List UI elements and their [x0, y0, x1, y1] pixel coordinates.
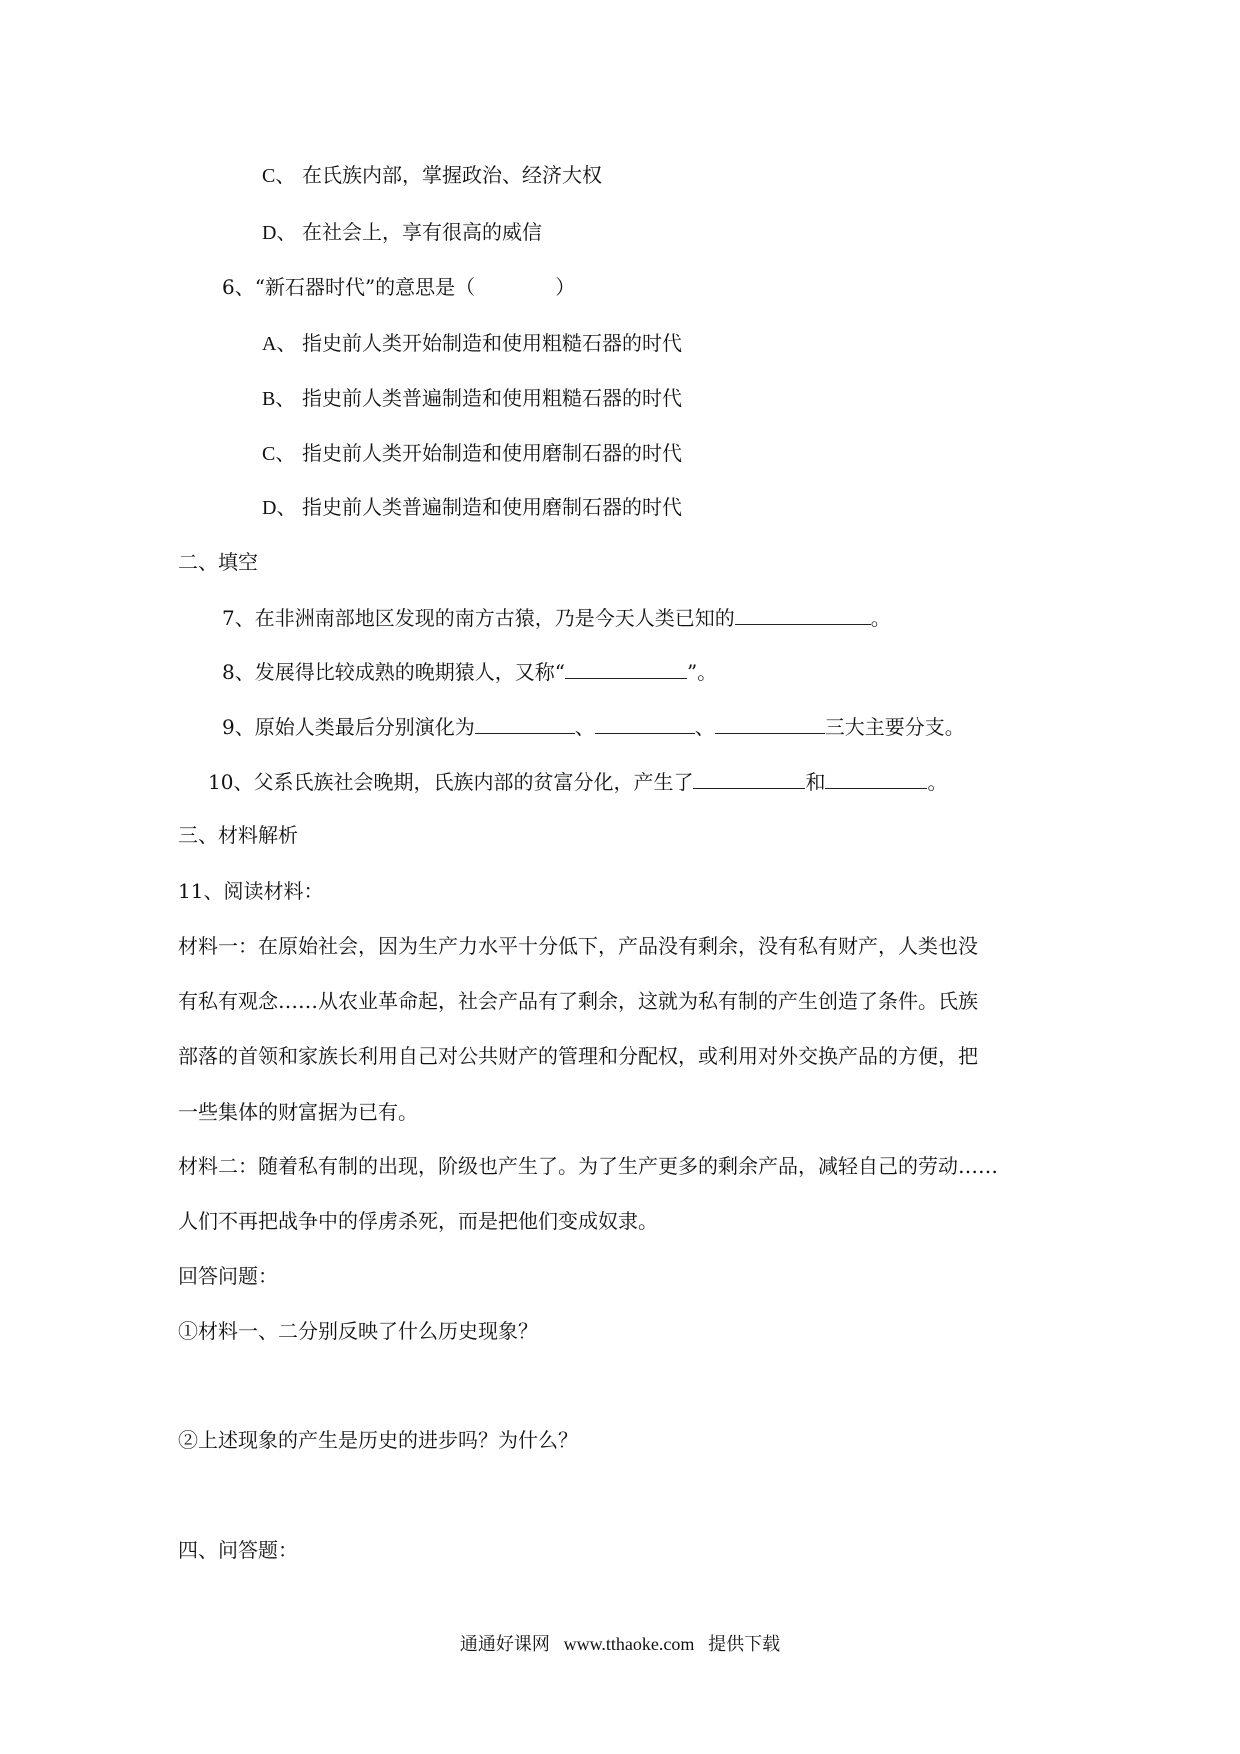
- option-text: 在社会上，享有很高的威信: [302, 220, 542, 244]
- q5-option-d: [262, 217, 542, 248]
- footer-suffix: 提供下载: [708, 1634, 781, 1655]
- q8-end: ”。: [686, 660, 718, 684]
- material1-line: 材料一：在原始社会，因为生产力水平十分低下，产品没有剩余，没有私有财产，人类也没: [178, 934, 978, 958]
- q9-sep-2: 、: [694, 715, 715, 739]
- q10-blank-2: [825, 766, 927, 789]
- q6-option-d: [262, 492, 682, 523]
- option-text: 指史前人类开始制造和使用磨制石器的时代: [302, 441, 682, 465]
- q9-blank-3: [715, 711, 825, 734]
- section-heading-essay: 四、问答题：: [178, 1538, 298, 1562]
- material1-line: 部落的首领和家族长利用自己对公共财产的管理和分配权，或利用对外交换产品的方便，把: [178, 1044, 978, 1068]
- material1-line: 一些集体的财富据为已有。: [178, 1100, 418, 1124]
- q6-option-a: [262, 328, 682, 359]
- q9: [222, 711, 965, 742]
- q9-blank-2: [595, 711, 695, 734]
- q7: [222, 602, 891, 633]
- option-text: 指史前人类普遍制造和使用粗糙石器的时代: [302, 386, 682, 410]
- option-letter: D、: [262, 497, 297, 519]
- answer-label: 回答问题：: [178, 1264, 278, 1288]
- option-text: 指史前人类普遍制造和使用磨制石器的时代: [302, 495, 682, 519]
- q10: [208, 766, 947, 797]
- option-text: 在氏族内部，掌握政治、经济大权: [302, 163, 602, 187]
- q6-option-c: [262, 438, 682, 469]
- section-heading-fill-blank: 二、填空: [178, 550, 258, 574]
- option-text: 指史前人类开始制造和使用粗糙石器的时代: [302, 331, 682, 355]
- q6-stem-text: 6、“新石器时代”的意思是（: [222, 275, 476, 299]
- option-letter: D、: [262, 222, 297, 244]
- q9-end: 三大主要分支。: [824, 715, 965, 739]
- footer-url: www.tthaoke.com: [563, 1634, 695, 1654]
- option-letter: B、: [262, 388, 296, 410]
- material2-line: 材料二：随着私有制的出现，阶级也产生了。为了生产更多的剩余产品，减轻自己的劳动……: [178, 1154, 998, 1178]
- q10-text: 10、父系氏族社会晚期，氏族内部的贫富分化，产生了: [208, 770, 694, 794]
- q10-end: 。: [927, 770, 948, 794]
- q8: [222, 656, 717, 687]
- q7-blank: [735, 602, 871, 625]
- section-heading-material-analysis: 三、材料解析: [178, 823, 298, 847]
- q9-sep-1: 、: [574, 715, 595, 739]
- material1-line: 有私有观念……从农业革命起，社会产品有了剩余，这就为私有制的产生创造了条件。氏族: [178, 989, 978, 1013]
- q10-blank-1: [693, 766, 805, 789]
- material2-line: 人们不再把战争中的俘虏杀死，而是把他们变成奴隶。: [178, 1209, 658, 1233]
- q6-stem: [222, 272, 575, 302]
- q5-option-c: [262, 160, 602, 191]
- q11-stem: 11、阅读材料：: [178, 879, 324, 903]
- footer-site-name: 通通好课网: [459, 1634, 550, 1655]
- option-letter: C、: [262, 165, 296, 187]
- q6-stem-close: ）: [555, 275, 576, 299]
- q9-blank-1: [475, 711, 575, 734]
- q10-mid: 和: [805, 770, 826, 794]
- sub-question-2: ②上述现象的产生是历史的进步吗？为什么？: [178, 1428, 578, 1452]
- q8-text: 8、发展得比较成熟的晚期猿人，又称“: [222, 660, 565, 684]
- option-letter: C、: [262, 443, 296, 465]
- q9-text: 9、原始人类最后分别演化为: [222, 715, 475, 739]
- page-footer: [0, 1630, 1240, 1656]
- q6-option-b: [262, 383, 682, 414]
- q7-end: 。: [870, 606, 891, 630]
- q7-text: 7、在非洲南部地区发现的南方古猿，乃是今天人类已知的: [222, 606, 735, 630]
- sub-question-1: ①材料一、二分别反映了什么历史现象？: [178, 1319, 538, 1343]
- option-letter: A、: [262, 333, 297, 355]
- q8-blank: [565, 656, 687, 679]
